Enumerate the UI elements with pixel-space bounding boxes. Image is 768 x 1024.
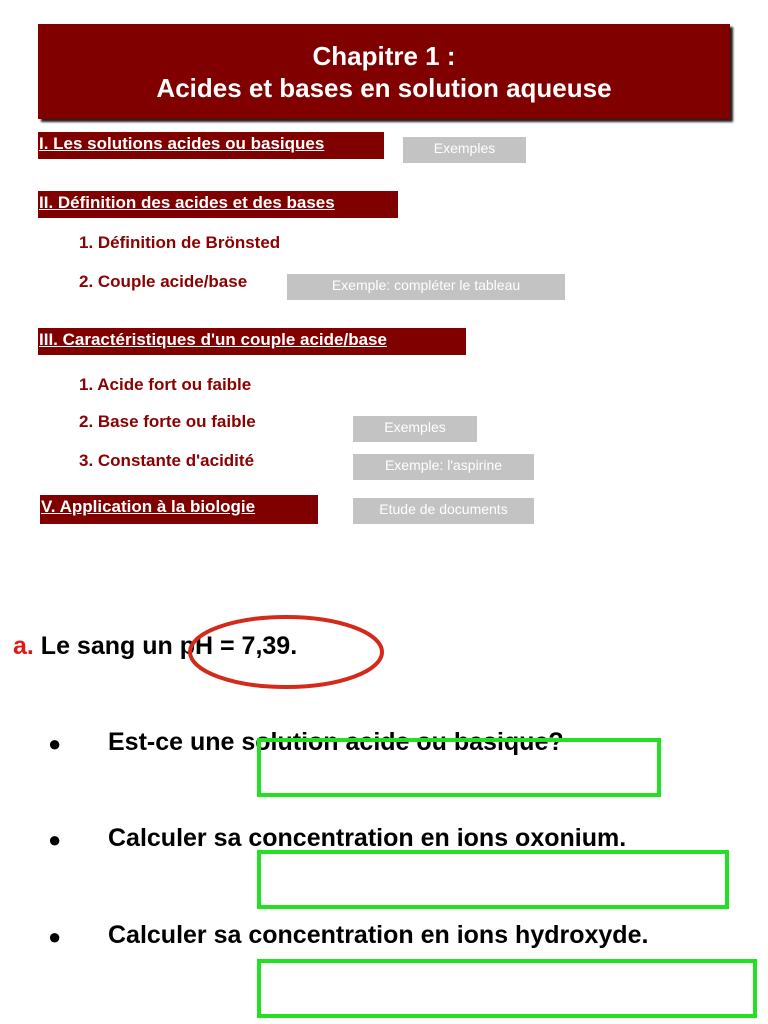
title-banner [38, 24, 730, 119]
answer-box-acid-base[interactable] [257, 738, 661, 797]
chapter-title: Acides et bases en solution aqueuse [156, 72, 612, 103]
question-acid-or-base: Est-ce une solution acide ou basique? [108, 728, 564, 756]
section-5-link[interactable]: V. Application à la biologie [40, 495, 318, 524]
section-1-link[interactable]: I. Les solutions acides ou basiques [38, 132, 384, 159]
statement-text: Le sang un [33, 632, 180, 660]
answer-box-oxonium[interactable] [257, 850, 729, 909]
question-hydroxyde: Calculer sa concentration en ions hydroxyde. [108, 921, 649, 949]
subitem-acide-fort-faible: 1. Acide fort ou faible [79, 375, 252, 394]
aspirine-example-button[interactable]: Exemple: l'aspirine [353, 454, 534, 480]
documents-study-button[interactable]: Etude de documents [353, 498, 534, 524]
section-1-examples-button[interactable]: Exemples [403, 137, 526, 163]
subitem-definition-bronsted: 1. Définition de Brönsted [79, 233, 281, 252]
subitem-constante-acidite: 3. Constante d'acidité [79, 451, 255, 470]
ph-value: pH = 7,39. [179, 632, 298, 660]
subitem-base-forte-faible: 2. Base forte ou faible [79, 412, 256, 431]
complete-table-example-button[interactable]: Exemple: compléter le tableau [287, 274, 565, 300]
bullet-icon: ● [48, 924, 62, 949]
subitem-couple-acide-base: 2. Couple acide/base [79, 272, 248, 291]
section-3-link[interactable]: III. Caractéristiques d'un couple acide/base [38, 328, 466, 355]
bullet-icon: ● [48, 731, 62, 756]
answer-box-hydroxyde[interactable] [257, 959, 757, 1018]
chapter-number: Chapitre 1 : [312, 40, 456, 71]
ph-highlight-circle [186, 612, 388, 694]
section-2-link[interactable]: II. Définition des acides et des bases [38, 191, 398, 218]
question-oxonium: Calculer sa concentration en ions oxonium. [108, 824, 627, 852]
bullet-icon: ● [48, 827, 62, 852]
base-examples-button[interactable]: Exemples [353, 416, 477, 442]
exercise-marker: a. [13, 632, 34, 660]
